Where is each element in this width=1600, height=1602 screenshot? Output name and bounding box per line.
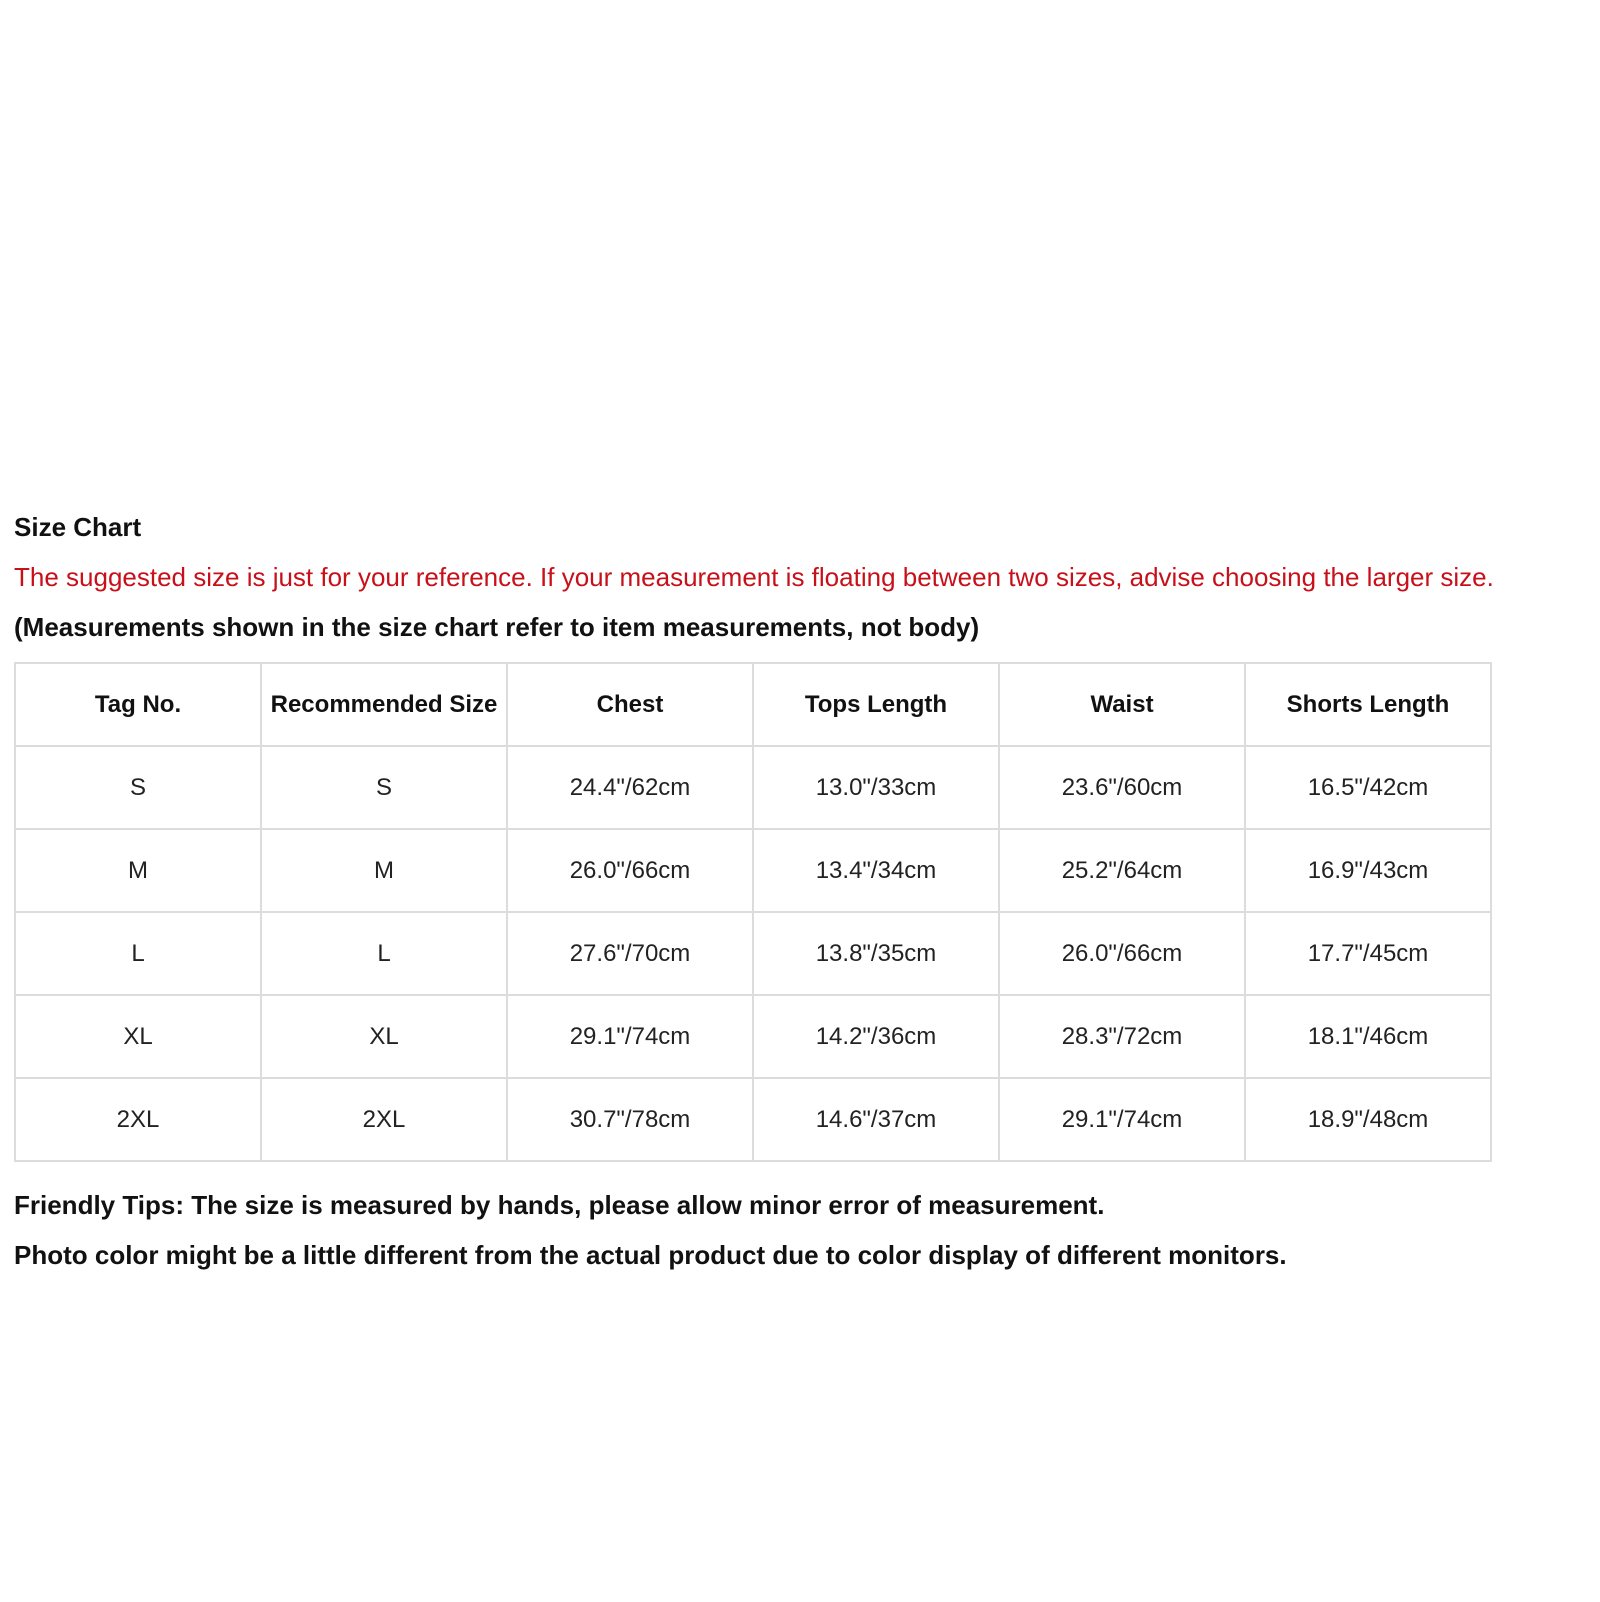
cell-shorts-length: 18.1"/46cm bbox=[1245, 995, 1491, 1078]
header-recommended-size: Recommended Size bbox=[261, 663, 507, 746]
friendly-tips bbox=[14, 1188, 1594, 1272]
cell-tag-no: XL bbox=[15, 995, 261, 1078]
cell-tops-length: 13.4"/34cm bbox=[753, 829, 999, 912]
cell-tag-no: 2XL bbox=[15, 1078, 261, 1161]
cell-recommended-size: S bbox=[261, 746, 507, 829]
cell-tops-length: 13.8"/35cm bbox=[753, 912, 999, 995]
cell-tag-no: M bbox=[15, 829, 261, 912]
table-row bbox=[15, 912, 1491, 995]
header-waist: Waist bbox=[999, 663, 1245, 746]
cell-chest: 27.6"/70cm bbox=[507, 912, 753, 995]
header-shorts-length: Shorts Length bbox=[1245, 663, 1491, 746]
cell-chest: 30.7"/78cm bbox=[507, 1078, 753, 1161]
table-row bbox=[15, 746, 1491, 829]
cell-chest: 24.4"/62cm bbox=[507, 746, 753, 829]
cell-chest: 26.0"/66cm bbox=[507, 829, 753, 912]
header-tops-length: Tops Length bbox=[753, 663, 999, 746]
size-table bbox=[14, 662, 1492, 1162]
cell-waist: 29.1"/74cm bbox=[999, 1078, 1245, 1161]
cell-recommended-size: L bbox=[261, 912, 507, 995]
cell-recommended-size: 2XL bbox=[261, 1078, 507, 1161]
tip-measurement-error: Friendly Tips: The size is measured by hands, please allow minor error of measurement. bbox=[14, 1190, 1105, 1220]
cell-chest: 29.1"/74cm bbox=[507, 995, 753, 1078]
header-chest: Chest bbox=[507, 663, 753, 746]
size-chart-section bbox=[14, 510, 1594, 1288]
cell-shorts-length: 16.9"/43cm bbox=[1245, 829, 1491, 912]
table-row bbox=[15, 829, 1491, 912]
cell-tops-length: 14.2"/36cm bbox=[753, 995, 999, 1078]
cell-waist: 26.0"/66cm bbox=[999, 912, 1245, 995]
cell-tag-no: L bbox=[15, 912, 261, 995]
tip-photo-color: Photo color might be a little different from the actual product due to color display of different monitors. bbox=[14, 1240, 1287, 1270]
cell-shorts-length: 16.5"/42cm bbox=[1245, 746, 1491, 829]
table-row bbox=[15, 995, 1491, 1078]
table-row bbox=[15, 1078, 1491, 1161]
header-tag-no: Tag No. bbox=[15, 663, 261, 746]
table-header-row bbox=[15, 663, 1491, 746]
measurement-note: (Measurements shown in the size chart refer to item measurements, not body) bbox=[14, 612, 980, 642]
cell-tag-no: S bbox=[15, 746, 261, 829]
cell-shorts-length: 17.7"/45cm bbox=[1245, 912, 1491, 995]
cell-recommended-size: XL bbox=[261, 995, 507, 1078]
cell-tops-length: 14.6"/37cm bbox=[753, 1078, 999, 1161]
cell-shorts-length: 18.9"/48cm bbox=[1245, 1078, 1491, 1161]
size-chart-title: Size Chart bbox=[14, 512, 142, 542]
cell-waist: 25.2"/64cm bbox=[999, 829, 1245, 912]
cell-tops-length: 13.0"/33cm bbox=[753, 746, 999, 829]
size-notice: The suggested size is just for your reference. If your measurement is floating between two sizes, advise choosing the larger size. bbox=[14, 562, 1494, 592]
cell-waist: 23.6"/60cm bbox=[999, 746, 1245, 829]
cell-waist: 28.3"/72cm bbox=[999, 995, 1245, 1078]
cell-recommended-size: M bbox=[261, 829, 507, 912]
